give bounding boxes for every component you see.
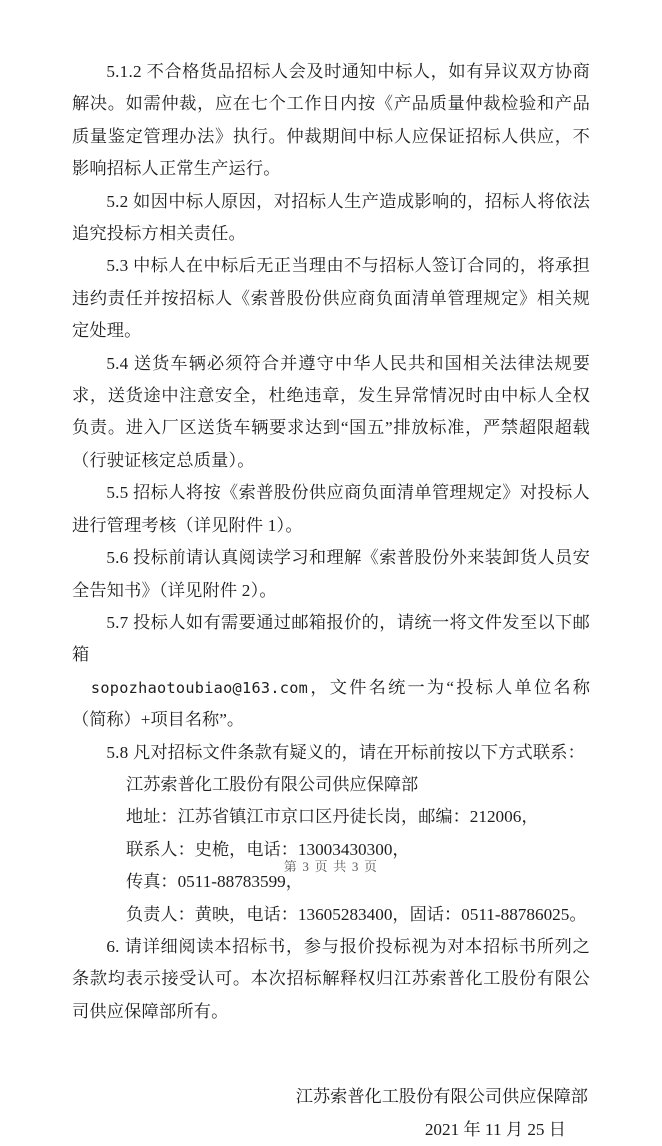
page-footer [0,856,662,875]
signature-date: 2021 年 11 月 25 日 [424,1119,566,1139]
clause-5-5: 5.5 招标人将按《索普股份供应商负面清单管理规定》对投标人进行管理考核（详见附件 1）。 [72,483,590,535]
clause-5-1-2: 5.1.2 不合格货品招标人会及时通知中标人，如有异议双方协商解决。如需仲裁，应在七个工作日内按《产品质量仲裁检验和产品质量鉴定管理办法》执行。仲裁期间中标人应保证招标人供应，不影响招标人正常生产运行。 [72,62,590,179]
clause-6: 6. 请详细阅读本招标书，参与报价投标视为对本招标书所列之条款均表示接受认可。本次招标解释权归江苏索普化工股份有限公司供应保障部所有。 [72,936,590,1021]
contact-organization: 江苏索普化工股份有限公司供应保障部 [126,774,419,794]
clause-5-6: 5.6 投标前请认真阅读学习和理解《索普股份外来装卸货人员安全告知书》（详见附件 2）。 [72,548,590,600]
document-body [72,56,590,1146]
contact-fax: 传真：0511-88783599， [126,872,303,892]
bid-email-address[interactable]: sopozhaotoubiao@163.com [90,678,309,697]
clause-5-7-email-line [72,672,590,737]
contact-address: 地址：江苏省镇江市京口区丹徒长岗，邮编：212006， [126,807,539,827]
contact-manager: 负责人：黄映，电话：13605283400，固话：0511-88786025。 [126,904,587,924]
clause-5-4: 5.4 送货车辆必须符合并遵守中华人民共和国相关法律法规要求，送货途中注意安全，杜绝违章，发生异常情况时由中标人全权负责。进入厂区送货车辆要求达到“国五”排放标准，严禁超限超载（行驶证核定总质量）。 [72,353,590,470]
signature-spacer [72,1028,590,1054]
signature-organization: 江苏索普化工股份有限公司供应保障部 [295,1087,588,1107]
clause-5-8: 5.8 凡对招标文件条款有疑义的，请在开标前按以下方式联系： [106,742,586,762]
contact-info-block [72,769,590,931]
clause-5-2: 5.2 如因中标人原因，对招标人生产造成影响的，招标人将依法追究投标方相关责任。 [72,191,590,244]
contact-person: 联系人：史桅，电话：13003430300， [126,839,410,859]
clause-5-7: 5.7 投标人如有需要通过邮箱报价的，请统一将文件发至以下邮箱 [72,612,590,665]
clause-5-3: 5.3 中标人在中标后无正当理由不与招标人签订合同的，将承担违约责任并按招标人《索普股份供应商负面清单管理规定》相关规定处理。 [72,256,590,341]
clause-5-7-email-suffix: ，文件名统一为“投标人单位名称（简称）+项目名称”。 [72,677,590,730]
page-number-indicator: 第 3 页 共 3 页 [283,859,379,874]
signature-block [72,1081,590,1146]
